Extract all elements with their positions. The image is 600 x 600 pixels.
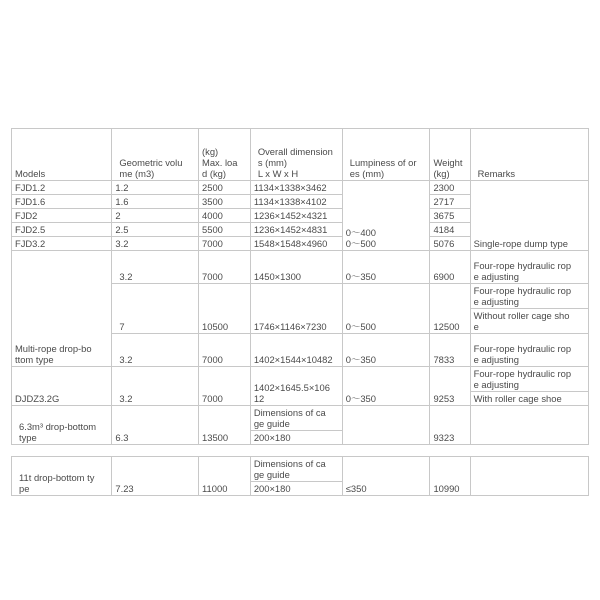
dimensions-cell: 1402×1544×10482 <box>250 334 342 367</box>
dimensions-cell: 200×180 <box>250 482 342 496</box>
dimensions-cell: 1746×1146×7230 <box>250 284 342 334</box>
dimensions-cell: 200×180 <box>250 431 342 445</box>
model-cell: FJD2.5 <box>12 223 112 237</box>
header-volume: Geometric volu me (m3) <box>112 129 199 181</box>
header-load: (kg) Max. loa d (kg) <box>199 129 251 181</box>
lumpiness-cell: 0～500 <box>342 284 430 334</box>
spacer-row <box>12 445 589 457</box>
volume-cell: 3.2 <box>112 334 199 367</box>
volume-cell: 3.2 <box>112 237 199 251</box>
remarks-cell: Four-rope hydraulic rop e adjusting <box>470 284 588 309</box>
volume-cell: 3.2 <box>112 251 199 284</box>
weight-cell: 6900 <box>430 251 470 284</box>
header-row <box>12 129 589 181</box>
load-cell: 7000 <box>199 367 251 406</box>
load-cell: 7000 <box>199 237 251 251</box>
volume-cell: 7.23 <box>112 457 199 496</box>
dimensions-cell: 1236×1452×4831 <box>250 223 342 237</box>
weight-cell: 12500 <box>430 284 470 334</box>
remarks-cell: Single-rope dump type <box>470 181 588 251</box>
model-cell: 6.3m³ drop-bottom type <box>12 406 112 445</box>
remarks-cell: Four-rope hydraulic rop e adjusting <box>470 367 588 392</box>
dimensions-label-cell: Dimensions of ca ge guide <box>250 457 342 482</box>
model-cell: FJD3.2 <box>12 237 112 251</box>
lumpiness-cell: 0～350 <box>342 367 430 406</box>
table-row <box>12 251 589 284</box>
header-models: Models <box>12 129 112 181</box>
table-row <box>12 367 589 392</box>
dimensions-label-cell: Dimensions of ca ge guide <box>250 406 342 431</box>
weight-cell: 10990 <box>430 457 470 496</box>
weight-cell: 7833 <box>430 334 470 367</box>
lumpiness-cell: 0～350 <box>342 334 430 367</box>
table-row <box>12 406 589 431</box>
specification-table <box>11 128 589 496</box>
lumpiness-cell <box>342 406 430 445</box>
load-cell: 13500 <box>199 406 251 445</box>
volume-cell: 6.3 <box>112 406 199 445</box>
volume-cell: 2.5 <box>112 223 199 237</box>
load-cell: 7000 <box>199 251 251 284</box>
load-cell: 5500 <box>199 223 251 237</box>
volume-cell: 7 <box>112 284 199 334</box>
model-cell: FJD1.6 <box>12 195 112 209</box>
weight-cell: 9253 <box>430 367 470 406</box>
volume-cell: 3.2 <box>112 367 199 406</box>
load-cell: 2500 <box>199 181 251 195</box>
lumpiness-value: 0～400 <box>345 227 376 238</box>
model-cell: FJD1.2 <box>12 181 112 195</box>
table-row <box>12 457 589 482</box>
volume-cell: 1.2 <box>112 181 199 195</box>
header-dimensions: Overall dimension s (mm) L x W x H <box>250 129 342 181</box>
lumpiness-value: 0～500 <box>345 238 376 249</box>
load-cell: 7000 <box>199 334 251 367</box>
header-weight: Weight (kg) <box>430 129 470 181</box>
model-cell: DJDZ3.2G <box>12 367 112 406</box>
volume-cell: 1.6 <box>112 195 199 209</box>
load-cell: 10500 <box>199 284 251 334</box>
volume-cell: 2 <box>112 209 199 223</box>
remarks-cell: Four-rope hydraulic rop e adjusting <box>470 334 588 367</box>
model-cell: Multi-rope drop-bo ttom type <box>12 251 112 367</box>
dimensions-cell: 1402×1645.5×106 12 <box>250 367 342 406</box>
load-cell: 3500 <box>199 195 251 209</box>
model-cell: 11t drop-bottom ty pe <box>12 457 112 496</box>
dimensions-cell: 1236×1452×4321 <box>250 209 342 223</box>
lumpiness-cell: ≤350 <box>342 457 430 496</box>
remarks-cell <box>470 457 588 496</box>
dimensions-cell: 1134×1338×4102 <box>250 195 342 209</box>
dimensions-cell: 1134×1338×3462 <box>250 181 342 195</box>
remarks-cell <box>470 406 588 445</box>
dimensions-cell: 1548×1548×4960 <box>250 237 342 251</box>
lumpiness-cell <box>342 181 430 251</box>
remarks-cell: With roller cage shoe <box>470 392 588 406</box>
weight-cell: 5076 <box>430 237 470 251</box>
weight-cell: 4184 <box>430 223 470 237</box>
header-remarks: Remarks <box>470 129 588 181</box>
table-row <box>12 181 589 195</box>
load-cell: 4000 <box>199 209 251 223</box>
weight-cell: 2717 <box>430 195 470 209</box>
header-lumpiness: Lumpiness of or es (mm) <box>342 129 430 181</box>
dimensions-cell: 1450×1300 <box>250 251 342 284</box>
remarks-cell: Without roller cage sho e <box>470 309 588 334</box>
weight-cell: 3675 <box>430 209 470 223</box>
load-cell: 11000 <box>199 457 251 496</box>
remarks-cell: Four-rope hydraulic rop e adjusting <box>470 251 588 284</box>
lumpiness-cell: 0～350 <box>342 251 430 284</box>
weight-cell: 9323 <box>430 406 470 445</box>
weight-cell: 2300 <box>430 181 470 195</box>
spacer-cell <box>12 445 589 457</box>
model-cell: FJD2 <box>12 209 112 223</box>
